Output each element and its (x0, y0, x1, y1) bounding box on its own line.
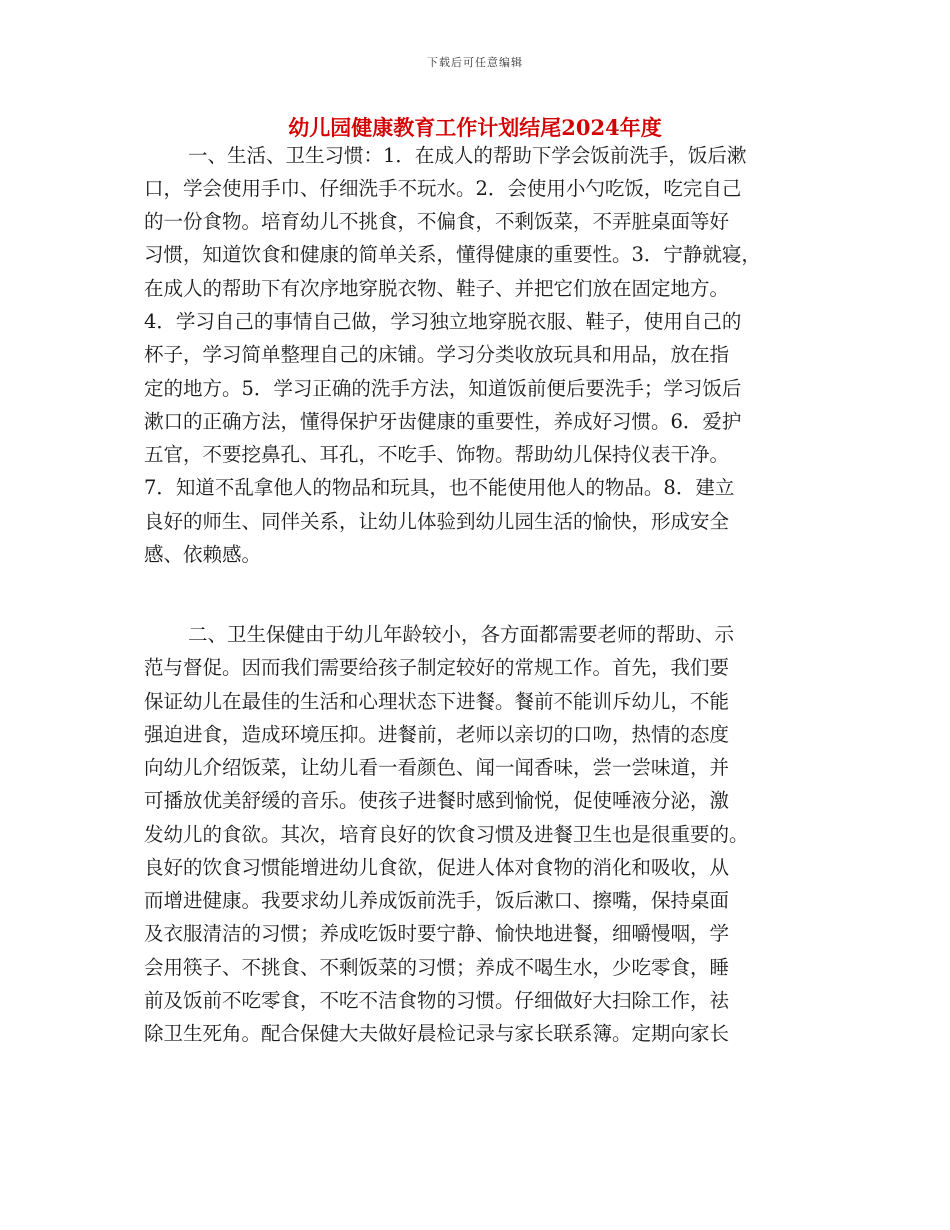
body-line: 4．学习自己的事情自己做，学习独立地穿脱衣服、鞋子，使用自己的 (144, 310, 742, 333)
body-line: 在成人的帮助下有次序地穿脱衣物、鞋子、并把它们放在固定地方。 (144, 277, 730, 300)
body-line: 7．知道不乱拿他人的物品和玩具，也不能使用他人的物品。8．建立 (144, 476, 735, 499)
body-line: 保证幼儿在最佳的生活和心理状态下进餐。餐前不能训斥幼儿，不能 (144, 690, 730, 713)
body-line: 一、生活、卫生习惯：1．在成人的帮助下学会饭前洗手，饭后漱 (188, 144, 747, 167)
body-line: 除卫生死角。配合保健大夫做好晨检记录与家长联系簿。定期向家长 (144, 1022, 730, 1045)
body-line: 口，学会使用手巾、仔细洗手不玩水。2．会使用小勺吃饭，吃完自己 (144, 177, 742, 200)
body-line: 杯子，学习简单整理自己的床铺。学习分类收放玩具和用品，放在指 (144, 343, 730, 366)
body-line: 良好的师生、同伴关系，让幼儿体验到幼儿园生活的愉快，形成安全 (144, 510, 730, 533)
body-line: 可播放优美舒缓的音乐。使孩子进餐时感到愉悦，促使唾液分泌，激 (144, 789, 730, 812)
header-note: 下载后可任意编辑 (427, 56, 523, 69)
document-title: 幼儿园健康教育工作计划结尾2024年度 (288, 115, 662, 140)
body-line: 的一份食物。培育幼儿不挑食，不偏食，不剩饭菜，不弄脏桌面等好 (144, 210, 730, 233)
body-line: 及衣服清洁的习惯；养成吃饭时要宁静、愉快地进餐，细嚼慢咽，学 (144, 922, 730, 945)
body-line: 强迫进食，造成环境压抑。进餐前，老师以亲切的口吻，热情的态度 (144, 723, 730, 746)
body-line: 而增进健康。我要求幼儿养成饭前洗手，饭后漱口、擦嘴，保持桌面 (144, 889, 730, 912)
body-line: 感、依赖感。 (144, 543, 262, 566)
body-line: 向幼儿介绍饭菜，让幼儿看一看颜色、闻一闻香味，尝一尝味道，并 (144, 756, 730, 779)
body-line: 漱口的正确方法，懂得保护牙齿健康的重要性，养成好习惯。6．爱护 (144, 410, 742, 433)
body-line: 二、卫生保健由于幼儿年龄较小，各方面都需要老师的帮助、示 (188, 623, 735, 646)
body-line: 前及饭前不吃零食，不吃不洁食物的习惯。仔细做好大扫除工作，祛 (144, 989, 730, 1012)
body-line: 五官，不要挖鼻孔、耳孔，不吃手、饰物。帮助幼儿保持仪表干净。 (144, 443, 730, 466)
body-line: 会用筷子、不挑食、不剩饭菜的习惯；养成不喝生水，少吃零食，睡 (144, 956, 730, 979)
body-line: 范与督促。因而我们需要给孩子制定较好的常规工作。首先，我们要 (144, 656, 730, 679)
body-line: 良好的饮食习惯能增进幼儿食欲，促进人体对食物的消化和吸收，从 (144, 856, 730, 879)
body-line: 习惯，知道饮食和健康的简单关系，懂得健康的重要性。3．宁静就寝， (144, 243, 761, 266)
body-line: 发幼儿的食欲。其次，培育良好的饮食习惯及进餐卫生也是很重要的。 (144, 823, 749, 846)
body-line: 定的地方。5．学习正确的洗手方法，知道饭前便后要洗手；学习饭后 (144, 377, 742, 400)
